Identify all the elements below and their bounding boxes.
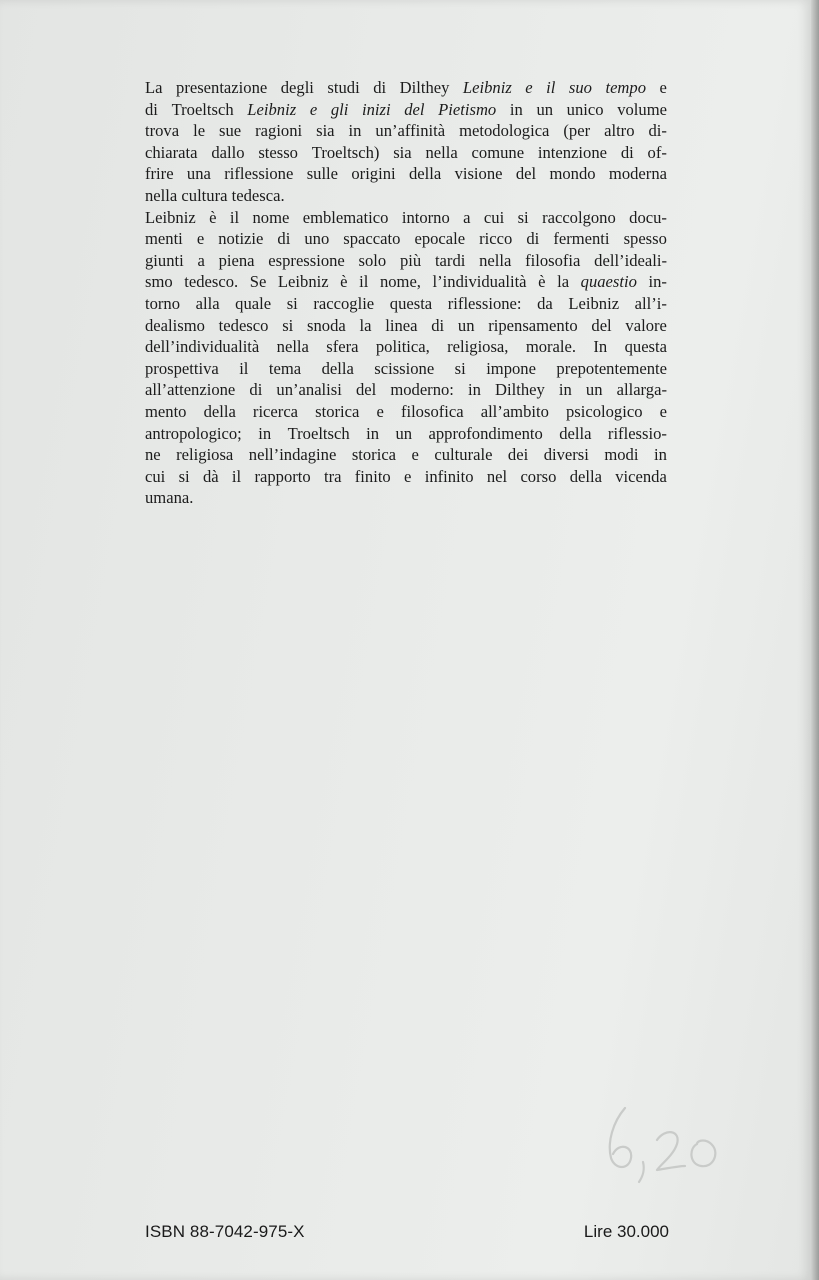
blurb-word: spaccato [343,229,401,249]
blurb-word: Leibniz [568,293,620,313]
blurb-word: torno [145,293,181,313]
blurb-word: ragioni [255,121,303,141]
blurb-word: sfera [326,337,359,357]
blurb-word: degli [280,78,314,97]
blurb-word: religiosa [176,445,234,465]
blurb-word: Dilthey [399,78,450,97]
blurb-word: dell’ideali- [594,250,667,270]
blurb-word: allarga- [616,380,667,400]
blurb-line [145,142,667,164]
blurb-word: in- [648,272,667,292]
blurb-word: è [340,272,348,292]
blurb-word: più [399,250,422,270]
blurb-word: del [591,315,612,335]
blurb-word: Troeltsch [287,423,350,443]
blurb-word: all’ambito [480,401,549,421]
blurb-line [145,336,667,358]
blurb-line [145,99,667,121]
blurb-text [145,77,667,509]
blurb-word: di [526,229,540,249]
blurb-word: frire [145,164,174,184]
blurb-word: sulle [306,164,339,184]
blurb-word: questa [624,337,667,357]
blurb-word: in [558,380,572,400]
blurb-word: Leibniz [462,78,512,97]
blurb-word: vicenda [615,466,667,486]
blurb-word: un [395,423,413,443]
blurb-word: religiosa, [447,337,509,357]
blurb-word: a [463,207,471,227]
blurb-word: ripensamento [488,315,578,335]
blurb-word: e [659,78,667,97]
blurb-word: snoda [307,315,346,335]
blurb-word: nella [276,337,309,357]
blurb-word: della [321,358,354,378]
blurb-word: e [411,445,419,465]
blurb-word: prepotentemente [556,358,667,378]
blurb-word: sia [316,121,335,141]
blurb-word: l’individualità [432,272,527,292]
blurb-word: solo [358,250,387,270]
blurb-word: finito [354,466,391,486]
blurb-word: raccoglie [313,293,375,313]
blurb-word: dei [507,445,529,465]
blurb-word: un’affinità [375,121,446,141]
blurb-word: nome, [379,272,421,292]
blurb-word: cui [483,207,505,227]
blurb-word: altro [604,121,635,141]
blurb-word: all’i- [634,293,667,313]
blurb-word: a [197,250,205,270]
blurb-word: dà [202,466,219,486]
blurb-word: comune [471,142,525,162]
blurb-word: si [282,315,294,335]
blurb-word: la [359,315,372,335]
blurb-word: storica [351,445,397,465]
blurb-word: valore [625,315,667,335]
blurb-word: filosofia [525,250,581,270]
blurb-word: unico [566,99,604,119]
blurb-word: menti [145,229,183,249]
blurb-word: dell’individualità [145,337,260,357]
blurb-word: (per [563,121,591,141]
blurb-word: intorno [401,207,450,227]
blurb-word: il [239,358,249,378]
blurb-word: ricerca [252,401,299,421]
blurb-word: all’attenzione [145,380,236,400]
blurb-line [145,444,667,466]
blurb-word: ne [145,445,161,465]
blurb-word: gli [330,99,349,119]
blurb-word: di- [648,121,667,141]
blurb-word: filosofica [400,401,464,421]
blurb-word: chiarata [145,142,198,162]
blurb-word: impone [486,358,536,378]
blurb-word: della [408,164,442,184]
blurb-word: spesso [623,229,667,249]
blurb-word: nella [145,185,178,205]
blurb-word: docu- [629,207,667,227]
blurb-word: e [196,229,205,249]
blurb-word: del [515,164,537,184]
blurb-word: approfondimento [428,423,543,443]
blurb-word: visione [454,164,503,184]
blurb-word: in [348,121,362,141]
blurb-word: un [536,99,554,119]
blurb-word: stesso [258,142,298,162]
blurb-word: espressione [268,250,345,270]
blurb-line [145,271,667,293]
blurb-word: questa [389,293,433,313]
blurb-word: della [203,401,236,421]
blurb-word: un [585,380,603,400]
blurb-word: del [355,380,377,400]
blurb-word: si [178,466,190,486]
blurb-word: tra [323,466,342,486]
blurb-word: origini [351,164,396,184]
blurb-word: tedesco. [184,272,239,292]
blurb-word: dealismo [145,315,205,335]
blurb-word: In [593,337,608,357]
blurb-word: alla [195,293,220,313]
blurb-word: sia [393,142,412,162]
blurb-word: di [277,229,291,249]
blurb-word: tempo [605,78,647,97]
blurb-word: smo [145,272,173,292]
blurb-word: sue [219,121,242,141]
blurb-word: antropologico; [145,423,242,443]
blurb-line [145,228,667,250]
blurb-word: in [366,423,380,443]
blurb-word: e [525,78,533,97]
blurb-word: il [229,207,240,227]
blurb-word: La [145,78,163,97]
blurb-word: in [258,423,272,443]
blurb-line [145,293,667,315]
blurb-word: il [546,78,556,97]
blurb-word: cultura [181,185,228,205]
blurb-word: della [559,423,592,443]
blurb-word: si [517,207,529,227]
blurb-word: in [653,445,667,465]
blurb-word: uno [304,229,330,249]
blurb-word: riflessio- [607,423,667,443]
blurb-line [145,250,667,272]
blurb-word: Leibniz [247,99,297,119]
blurb-word: trova [145,121,180,141]
blurb-word: prospettiva [145,358,219,378]
blurb-word: tedesca. [231,185,285,205]
blurb-word: e [309,99,318,119]
blurb-word: piena [218,250,255,270]
blurb-word: è [209,207,217,227]
blurb-word: storica [315,401,360,421]
price-label: Lire 30.000 [583,1222,669,1241]
blurb-word: presentazione [176,78,268,97]
blurb-line [145,120,667,142]
blurb-word: suo [568,78,592,97]
blurb-word: è [538,272,546,292]
blurb-word: moderno: [390,380,454,400]
blurb-word: Se [249,272,267,292]
blurb-word: quaestio [580,272,637,292]
blurb-word: Leibniz [145,207,196,227]
blurb-word: e [376,401,384,421]
blurb-word: della [569,466,602,486]
blurb-word: riflessione: [447,293,522,313]
blurb-word: mento [145,401,187,421]
blurb-word: la [557,272,570,292]
blurb-word: politica, [375,337,430,357]
blurb-word: tema [268,358,302,378]
blurb-word: tedesco [218,315,269,335]
blurb-word: corso [520,466,557,486]
blurb-word: un’analisi [276,380,342,400]
blurb-word: il [359,272,369,292]
cover-edge [811,0,819,1280]
blurb-line [145,77,667,99]
blurb-word: studi [327,78,360,97]
blurb-word: un [457,315,475,335]
blurb-word: di [431,315,445,335]
blurb-word: del [404,99,425,119]
blurb-word: fermenti [553,229,610,249]
blurb-word: rapporto [254,466,311,486]
blurb-word: epocale [414,229,466,249]
blurb-word: intenzione [537,142,607,162]
blurb-word: volume [617,99,667,119]
blurb-word: da [537,293,553,313]
blurb-word: Troeltsch) [311,142,380,162]
blurb-word: mondo [549,164,596,184]
blurb-word: nell’indagine [248,445,337,465]
blurb-line [145,315,667,337]
blurb-word: morale. [525,337,577,357]
blurb-word: diversi [543,445,589,465]
blurb-word: tardi [434,250,466,270]
blurb-word: di [620,142,634,162]
blurb-line [145,185,667,207]
blurb-word: nella [425,142,458,162]
blurb-line [145,358,667,380]
blurb-word: di [145,99,158,119]
blurb-word: Troeltsch [171,99,234,119]
blurb-line [145,379,667,401]
blurb-word: si [454,358,466,378]
blurb-word: raccolgono [542,207,616,227]
blurb-word: di [373,78,387,97]
blurb-word: il [231,466,242,486]
blurb-word: si [286,293,298,313]
blurb-word: nella [479,250,512,270]
blurb-word: e [404,466,412,486]
blurb-word: in [468,380,481,400]
blurb-line [145,207,667,229]
blurb-word: cui [145,466,166,486]
blurb-line [145,466,667,488]
blurb-word: scissione [374,358,435,378]
blurb-word: in [509,99,523,119]
blurb-word: culturale [434,445,493,465]
blurb-line [145,163,667,185]
isbn-label: ISBN 88-7042-975-X [145,1222,305,1241]
blurb-word: moderna [608,164,667,184]
blurb-word: umana. [145,488,194,508]
blurb-word: Pietismo [438,99,497,119]
blurb-line [145,487,667,509]
blurb-word: quale [235,293,272,313]
blurb-line [145,423,667,445]
blurb-line [145,401,667,423]
blurb-word: metodologica [459,121,550,141]
blurb-word: nel [486,466,508,486]
blurb-word: emblematico [302,207,389,227]
blurb-word: di [249,380,263,400]
blurb-word: riflessione [224,164,294,184]
blurb-word: of- [647,142,667,162]
blurb-word: le [193,121,206,141]
blurb-word: notizie [218,229,264,249]
blurb-word: nome [252,207,290,227]
blurb-word: ricco [479,229,513,249]
handwritten-price-note [585,1100,735,1190]
blurb-word: dallo [211,142,245,162]
blurb-word: giunti [145,250,184,270]
blurb-word: inizi [362,99,391,119]
blurb-word: Leibniz [277,272,329,292]
blurb-word: una [186,164,211,184]
blurb-word: linea [385,315,418,335]
blurb-word: e [659,401,667,421]
blurb-word: Dilthey [495,380,545,400]
blurb-word: psicologico [566,401,643,421]
blurb-word: infinito [424,466,474,486]
blurb-word: modi [604,445,639,465]
